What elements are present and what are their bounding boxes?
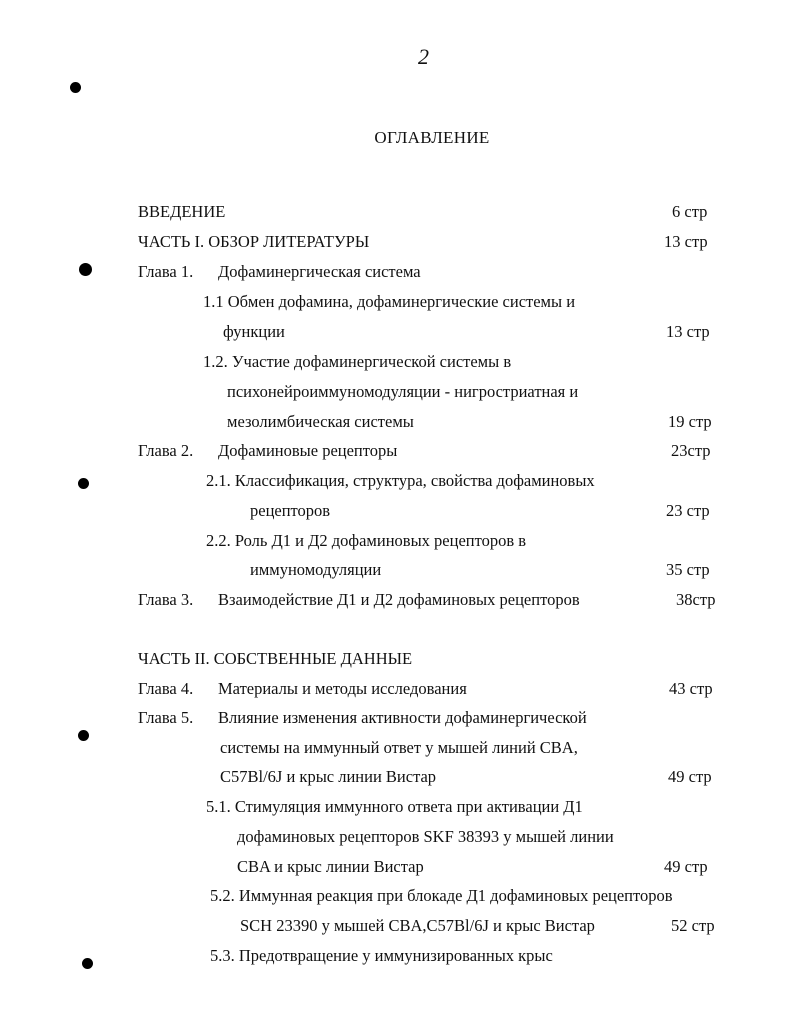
toc-s1-1-page: 13 стр [666,322,710,341]
toc-part2-label: ЧАСТЬ II. СОБСТВЕННЫЕ ДАННЫЕ [138,649,413,668]
toc-intro-label: ВВЕДЕНИЕ [138,202,226,221]
toc-s5-2-page: 52 стр [671,916,715,935]
toc-s5-2-line2: SCH 23390 у мышей CBA,C57Bl/6J и крыс Вистар [240,916,595,935]
toc-s1-2-line2: психонейроиммуномодуляции - нигростриатная и [227,382,579,401]
toc-ch2-title: Дофаминовые рецепторы [218,441,398,460]
toc-ch4-page: 43 стр [669,679,713,698]
toc-s5-1-line1: 5.1. Стимуляция иммунного ответа при активации Д1 [206,797,583,816]
toc-ch5-page: 49 стр [668,767,712,786]
toc-intro-page: 6 стр [672,202,708,221]
toc-ch2-number: Глава 2. [138,441,194,460]
toc-ch5-line2: системы на иммунный ответ у мышей линий CBA, [220,738,578,757]
binder-hole [70,82,81,93]
toc-s2-1-line1: 2.1. Классификация, структура, свойства дофаминовых [206,471,595,490]
toc-s5-1-line3: CBA и крыс линии Вистар [237,857,424,876]
toc-part1-label: ЧАСТЬ I. ОБЗОР ЛИТЕРАТУРЫ [138,232,370,251]
toc-ch1-number: Глава 1. [138,262,194,281]
page-number: 2 [418,44,429,69]
toc-s1-1-line2: функции [223,322,285,341]
toc-s2-2-line1: 2.2. Роль Д1 и Д2 дофаминовых рецепторов в [206,531,527,550]
binder-hole [82,958,93,969]
toc-s1-2-line1: 1.2. Участие дофаминергической системы в [203,352,512,371]
binder-hole [78,478,89,489]
toc-ch3-page: 38стр [676,590,716,609]
toc-s5-1-line2: дофаминовых рецепторов SKF 38393 у мышей линии [237,827,614,846]
toc-ch2-page: 23стр [671,441,711,460]
page-title: ОГЛАВЛЕНИЕ [374,128,490,147]
toc-ch4-title: Материалы и методы исследования [218,679,467,698]
toc-ch1-title: Дофаминергическая система [218,262,421,281]
toc-s1-1-line1: 1.1 Обмен дофамина, дофаминергические системы и [203,292,576,311]
toc-s1-2-line3: мезолимбическая системы [227,412,414,431]
toc-ch5-number: Глава 5. [138,708,194,727]
binder-hole [79,263,92,276]
toc-s5-3-line1: 5.3. Предотвращение у иммунизированных крыс [210,946,553,965]
toc-ch3-number: Глава 3. [138,590,194,609]
toc-s2-1-page: 23 стр [666,501,710,520]
toc-s5-1-page: 49 стр [664,857,708,876]
toc-s2-2-page: 35 стр [666,560,710,579]
toc-ch5-line1: Влияние изменения активности дофаминергической [218,708,587,727]
toc-s5-2-line1: 5.2. Иммунная реакция при блокаде Д1 дофаминовых рецепторов [210,886,673,905]
toc-s2-1-line2: рецепторов [250,501,331,520]
toc-part1-page: 13 стр [664,232,708,251]
toc-ch5-line3: C57Bl/6J и крыс линии Вистар [220,767,437,786]
toc-s2-2-line2: иммуномодуляции [250,560,382,579]
toc-s1-2-page: 19 стр [668,412,712,431]
toc-ch3-title: Взаимодействие Д1 и Д2 дофаминовых рецепторов [218,590,580,609]
binder-hole [78,730,89,741]
toc-ch4-number: Глава 4. [138,679,194,698]
